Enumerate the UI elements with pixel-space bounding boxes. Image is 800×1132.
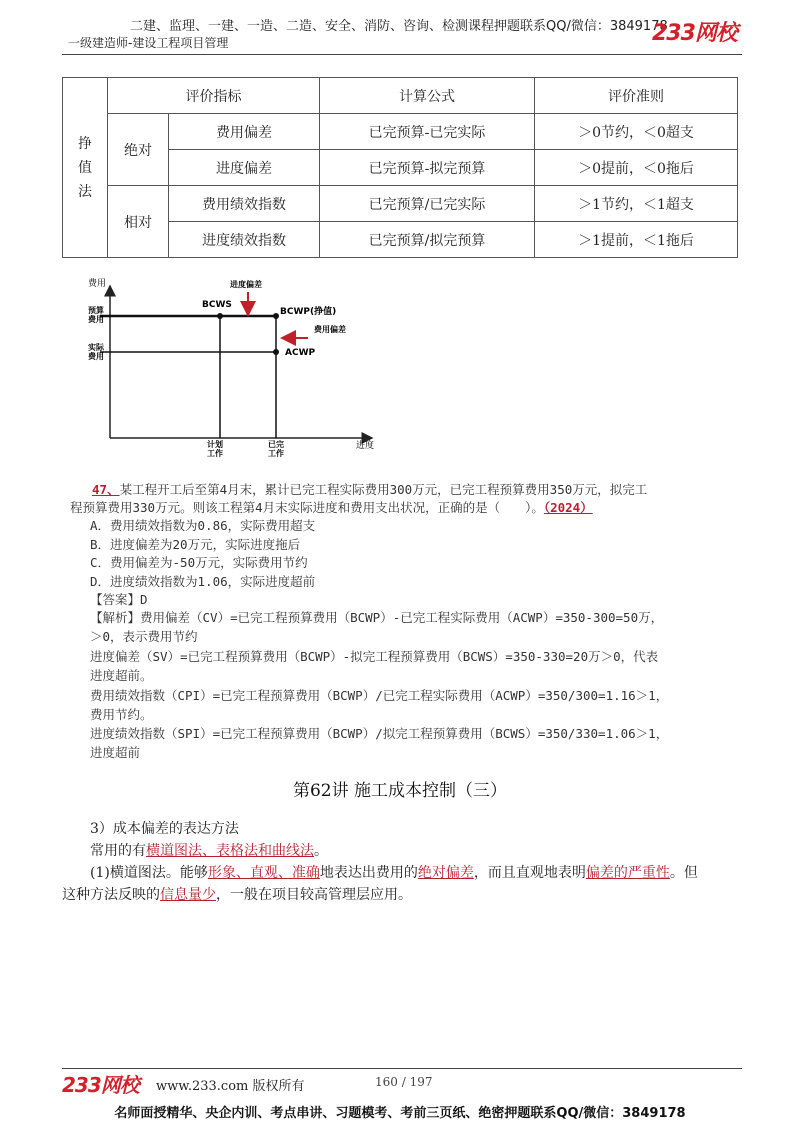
p1-text-a: (1)横道图法。能够 (90, 865, 208, 881)
indicator-cell: 进度偏差 (169, 150, 320, 186)
formula-cell: 已完预算-拟完预算 (320, 150, 535, 186)
group-relative: 相对 (108, 186, 169, 258)
budget-label-2: 费用 (88, 315, 104, 324)
table-header: 评价指标 (108, 78, 320, 114)
p1-text-e: ，而且直观地表明 (473, 865, 586, 881)
table-row (63, 186, 738, 222)
done-work-label-1: 已完 (268, 440, 284, 449)
header-divider (62, 54, 742, 55)
group-absolute: 绝对 (108, 114, 169, 186)
plan-work-label-1: 计划 (207, 440, 223, 449)
method-cell (63, 78, 108, 258)
criterion-cell: ＞0提前，＜0拖后 (535, 150, 738, 186)
header-subtitle: 一级建造师-建设工程项目管理 (68, 36, 229, 50)
table-header: 计算公式 (320, 78, 535, 114)
criterion-cell: ＞1提前，＜1拖后 (535, 222, 738, 258)
analysis-line-8: 进度超前 (90, 745, 141, 760)
common-methods-line (90, 840, 328, 862)
actual-label-2: 费用 (88, 352, 104, 361)
option-d: D．进度绩效指数为1.06，实际进度超前 (90, 574, 316, 589)
question-stem-line-1 (92, 480, 752, 500)
lecture-title: 第62讲 施工成本控制（三） (292, 781, 508, 801)
p1-highlight-f: 偏差的严重性 (585, 865, 670, 881)
p1-text-g: 。但 (669, 865, 698, 881)
common-methods-highlight: 横道图法、表格法和曲线法 (146, 843, 314, 859)
section-heading: 3）成本偏差的表达方法 (90, 821, 239, 837)
criterion-cell: ＞1节约，＜1超支 (535, 186, 738, 222)
option-b: B．进度偏差为20万元，实际进度拖后 (90, 537, 301, 552)
p2-highlight-b: 信息量少 (160, 887, 216, 903)
bcws-point (217, 313, 223, 319)
table-header: 评价准则 (535, 78, 738, 114)
plan-work-label-2: 工作 (207, 449, 223, 458)
bcwp-point (273, 313, 279, 319)
analysis-text-1: 费用偏差（CV）=已完工程预算费用（BCWP）-已完工程实际费用（ACWP）=350-300=50万， (140, 610, 664, 625)
stem-text-1: 某工程开工后至第4月末，累计已完工程实际费用300万元，已完工程预算费用350万元，拟完工 (119, 482, 648, 497)
analysis-line-1 (90, 608, 750, 628)
footer-site: www.233.com 版权所有 (156, 1079, 305, 1094)
method-label: 挣值法 (78, 135, 92, 200)
site-logo: 233网校 (652, 21, 737, 46)
indicator-cell: 进度绩效指数 (169, 222, 320, 258)
question-number: 47、 (92, 482, 120, 497)
answer-value: D (140, 592, 148, 607)
actual-label-1: 实际 (88, 343, 104, 352)
analysis-line-5: 费用绩效指数（CPI）=已完工程预算费用（BCWP）/已完工程实际费用（ACWP）=350/300=1.16＞1， (90, 688, 669, 703)
common-suffix: 。 (314, 843, 328, 859)
analysis-line-4: 进度超前。 (90, 668, 153, 683)
analysis-line-6: 费用节约。 (90, 707, 153, 722)
option-a: A．费用绩效指数为0.86，实际费用超支 (90, 518, 316, 533)
analysis-line-3: 进度偏差（SV）=已完工程预算费用（BCWP）-拟完工程预算费用（BCWS）=350-330=20万＞0，代表 (90, 649, 659, 664)
indicator-cell: 费用偏差 (169, 114, 320, 150)
acwp-point (273, 349, 279, 355)
bar-chart-method-line-2 (62, 884, 412, 906)
option-c: C．费用偏差为-50万元，实际费用节约 (90, 555, 308, 570)
p2-text-a: 这种方法反映的 (62, 887, 160, 903)
footer-divider (62, 1068, 742, 1069)
budget-label-1: 预算 (88, 306, 104, 315)
indicator-cell: 费用绩效指数 (169, 186, 320, 222)
y-axis-label: 费用 (88, 279, 107, 289)
header-promo: 二建、监理、一建、一造、二造、安全、消防、咨询、检测课程押题联系QQ/微信：3849178 (130, 19, 668, 34)
analysis-label: 【解析】 (90, 610, 141, 625)
analysis-line-7: 进度绩效指数（SPI）=已完工程预算费用（BCWP）/拟完工程预算费用（BCWS）=350/330=1.06＞1， (90, 726, 669, 741)
p2-text-c: ，一般在项目较高管理层应用。 (216, 887, 412, 903)
question-stem-line-2 (70, 498, 750, 518)
acwp-label: ACWP (285, 348, 316, 358)
analysis-line-2: ＞0，表示费用节约 (90, 629, 198, 644)
done-work-label-2: 工作 (268, 449, 284, 458)
x-axis-label: 进度 (356, 441, 375, 451)
schedule-variance-label: 进度偏差 (230, 280, 262, 289)
answer-label: 【答案】 (90, 592, 141, 607)
answer-line (90, 590, 148, 610)
formula-cell: 已完预算/已完实际 (320, 186, 535, 222)
table-row (63, 114, 738, 150)
earned-value-diagram (80, 272, 380, 462)
bar-chart-method-line-1 (90, 862, 750, 884)
earned-value-table (62, 77, 738, 258)
p1-highlight-b: 形象、直观、准确 (207, 865, 320, 881)
p1-highlight-d: 绝对偏差 (417, 865, 474, 881)
page-number: 160 / 197 (375, 1075, 433, 1089)
p1-text-c: 地表达出费用的 (319, 865, 418, 881)
cost-variance-label: 费用偏差 (314, 325, 346, 334)
footer-promo: 名师面授精华、央企内训、考点串讲、习题模考、考前三页纸、绝密押题联系QQ/微信：3849178 (114, 1106, 686, 1121)
stem-text-2: 程预算费用330万元。则该工程第4月末实际进度和费用支出状况，正确的是（ ）。 (70, 500, 544, 515)
footer-logo: 233网校 (62, 1073, 139, 1097)
formula-cell: 已完预算/拟完预算 (320, 222, 535, 258)
question-year: （2024） (543, 500, 593, 515)
bcws-label: BCWS (202, 300, 232, 310)
criterion-cell: ＞0节约，＜0超支 (535, 114, 738, 150)
formula-cell: 已完预算-已完实际 (320, 114, 535, 150)
common-prefix: 常用的有 (90, 843, 146, 859)
bcwp-label: BCWP(挣值) (280, 307, 337, 317)
